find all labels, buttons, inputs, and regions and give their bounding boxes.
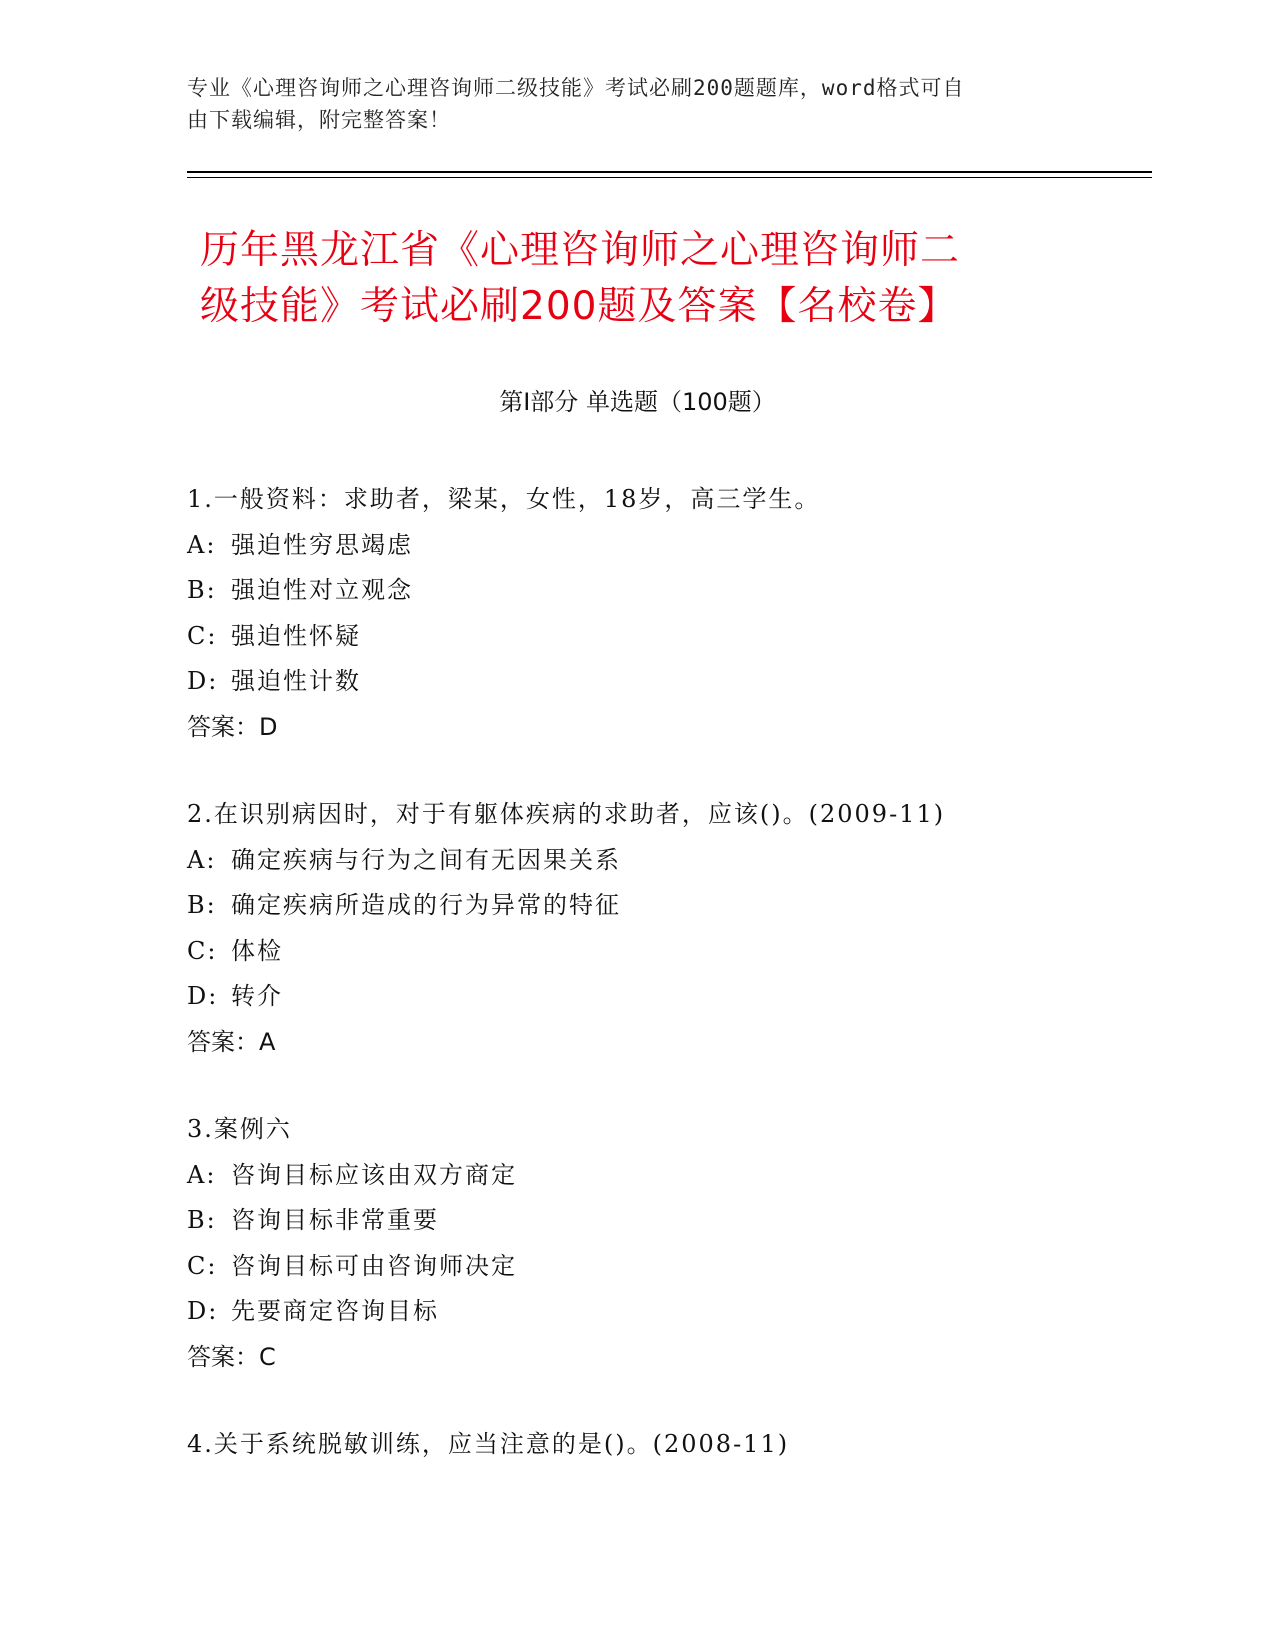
- option-text: 转介: [231, 982, 283, 1010]
- header-note: [187, 72, 1067, 136]
- question-option: [187, 883, 1147, 929]
- option-text: 强迫性计数: [231, 667, 361, 695]
- question-option: [187, 838, 1147, 884]
- question-answer: 答案：D: [187, 712, 278, 741]
- option-text: 先要商定咨询目标: [231, 1297, 439, 1325]
- question-stem: 3.案例六: [187, 1115, 292, 1143]
- option-key: B:: [187, 891, 217, 919]
- option-text: 确定疾病与行为之间有无因果关系: [231, 845, 621, 874]
- option-text: 强迫性怀疑: [231, 621, 361, 650]
- question-option: [187, 1289, 1147, 1335]
- question-stem: 1.一般资料：求助者，梁某，女性，18岁，高三学生。: [187, 485, 821, 513]
- option-key: C:: [187, 1251, 218, 1280]
- question-item: [187, 477, 1147, 750]
- document-title-line-1: 历年黑龙江省《心理咨询师之心理咨询师二: [200, 228, 961, 273]
- question-option: [187, 659, 1147, 705]
- question-option: [187, 1244, 1147, 1290]
- question-option: [187, 974, 1147, 1020]
- question-answer: 答案：C: [187, 1342, 276, 1371]
- option-key: C:: [187, 936, 218, 965]
- section-heading: 第Ⅰ部分 单选题（100题）: [499, 388, 776, 416]
- question-option: [187, 568, 1147, 614]
- question-option: [187, 929, 1147, 975]
- option-key: D:: [187, 667, 219, 695]
- option-text: 咨询目标非常重要: [231, 1206, 439, 1234]
- question-list: [187, 477, 1147, 1510]
- option-key: D:: [187, 982, 219, 1010]
- header-divider-thin: [187, 177, 1152, 178]
- option-key: A:: [187, 1160, 217, 1189]
- option-key: B:: [187, 576, 217, 604]
- option-key: B:: [187, 1206, 217, 1234]
- question-option: [187, 614, 1147, 660]
- question-item: [187, 1422, 1147, 1468]
- option-text: 体检: [231, 936, 283, 965]
- option-key: A:: [187, 530, 217, 559]
- header-note-line-2: 由下载编辑，附完整答案！: [187, 108, 451, 132]
- header-divider-thick: [187, 171, 1152, 173]
- question-stem: 2.在识别病因时，对于有躯体疾病的求助者，应该()。(2009-11): [187, 800, 946, 828]
- option-key: D:: [187, 1297, 219, 1325]
- question-answer: 答案：A: [187, 1027, 276, 1056]
- question-item: [187, 1107, 1147, 1380]
- option-text: 确定疾病所造成的行为异常的特征: [231, 891, 621, 919]
- document-title-line-2: 级技能》考试必刷200题及答案【名校卷】: [200, 284, 958, 329]
- option-key: A:: [187, 845, 217, 874]
- question-option: [187, 523, 1147, 569]
- header-note-line-1: 专业《心理咨询师之心理咨询师二级技能》考试必刷200题题库，word格式可自: [187, 76, 965, 100]
- option-text: 强迫性穷思竭虑: [231, 530, 413, 559]
- question-option: [187, 1153, 1147, 1199]
- option-text: 咨询目标应该由双方商定: [231, 1160, 517, 1189]
- question-stem: 4.关于系统脱敏训练，应当注意的是()。(2008-11): [187, 1430, 790, 1458]
- question-option: [187, 1198, 1147, 1244]
- question-item: [187, 792, 1147, 1065]
- document-title: [200, 223, 1080, 335]
- option-key: C:: [187, 621, 218, 650]
- option-text: 咨询目标可由咨询师决定: [231, 1251, 517, 1280]
- option-text: 强迫性对立观念: [231, 576, 413, 604]
